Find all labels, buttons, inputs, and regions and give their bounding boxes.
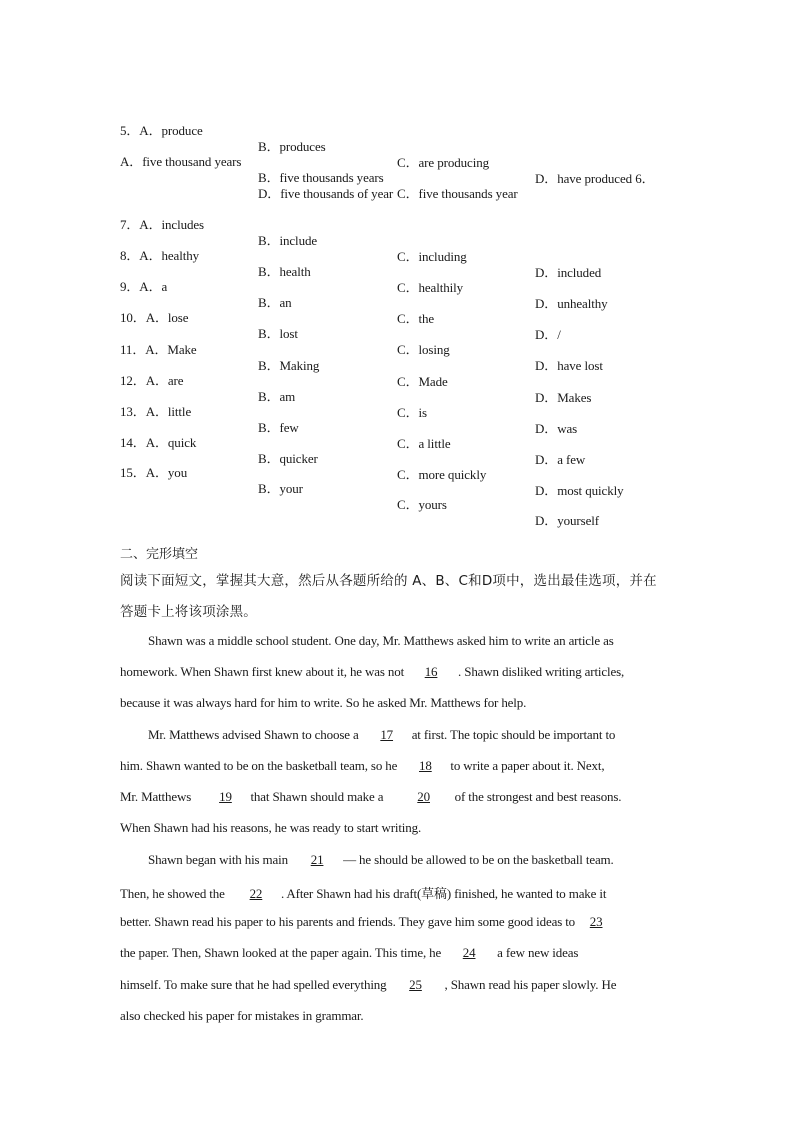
blank-25[interactable]: 25: [409, 977, 422, 992]
blank-19[interactable]: 19: [219, 789, 232, 804]
blank-16[interactable]: 16: [424, 664, 438, 679]
option-c: C．a little: [397, 436, 451, 451]
option-d: D．a few: [535, 452, 586, 467]
passage-line: also checked his paper for mistakes in grammar.: [120, 1008, 364, 1023]
option-6a: A．five thousand years: [120, 154, 242, 169]
passage-line: Shawn began with his main 21 — he should be allowed to be on the basketball team.: [148, 852, 614, 867]
section-instruction: 阅读下面短文，掌握其大意，然后从各题所给的 A、B、C和D项中，选出最佳选项，并在: [120, 573, 657, 589]
passage-line: Then, he showed the 22 . After Shawn had his draft(草稿) finished, he wanted to make it: [120, 886, 607, 901]
passage-line: him. Shawn wanted to be on the basketball team, so he 18 to write a paper about it. Next,: [120, 758, 605, 773]
blank-22[interactable]: 22: [249, 886, 263, 901]
blank-17[interactable]: 17: [380, 727, 394, 742]
passage-line: When Shawn had his reasons, he was ready to start writing.: [120, 820, 422, 835]
option-d: D．have lost: [535, 358, 603, 373]
option-d: D．most quickly: [535, 483, 624, 498]
option-a: 13．A．little: [120, 404, 192, 419]
option-b: B．Making: [258, 358, 320, 373]
option-a: 10．A．lose: [120, 310, 189, 325]
option-b: B．include: [258, 233, 318, 248]
option-5d: D．have produced 6．: [535, 171, 655, 186]
section-heading: 二、完形填空: [120, 547, 199, 562]
blank-20[interactable]: 20: [417, 789, 430, 804]
option-5a: 5．A．produce: [120, 123, 203, 138]
blank-21[interactable]: 21: [310, 852, 324, 867]
blank-18[interactable]: 18: [419, 758, 432, 773]
option-b: B．am: [258, 389, 296, 404]
passage-line: Mr. Matthews 19 that Shawn should make a 20 of the strongest and best reasons.: [120, 789, 622, 804]
option-6c: C．five thousands year: [397, 186, 518, 201]
option-c: C．healthily: [397, 280, 464, 295]
option-c: C．including: [397, 249, 467, 264]
option-a: 12．A．are: [120, 373, 184, 388]
option-c: C．more quickly: [397, 467, 487, 482]
passage-line: better. Shawn read his paper to his parents and friends. They gave him some good ideas to 23: [120, 914, 672, 930]
option-c: C．losing: [397, 342, 450, 357]
option-b: B．your: [258, 481, 303, 496]
option-6d: D．five thousands of year: [258, 186, 394, 201]
option-d: D．unhealthy: [535, 296, 608, 311]
option-c: C．the: [397, 311, 435, 326]
section-instruction-cont: 答题卡上将该项涂黑。: [120, 604, 257, 620]
option-c: C．yours: [397, 497, 447, 512]
option-a: 8．A．healthy: [120, 248, 200, 263]
option-5c: C．are producing: [397, 155, 490, 170]
option-a: 7．A．includes: [120, 217, 205, 232]
option-b: B．health: [258, 264, 311, 279]
blank-24[interactable]: 24: [462, 945, 476, 960]
option-d: D．included: [535, 265, 602, 280]
passage-line: the paper. Then, Shawn looked at the paper again. This time, he 24 a few new ideas: [120, 945, 579, 960]
option-b: B．few: [258, 420, 299, 435]
option-b: B．quicker: [258, 451, 318, 466]
option-d: D．/: [535, 327, 561, 342]
option-a: 11．A．Make: [120, 342, 197, 357]
option-d: D．Makes: [535, 390, 592, 405]
option-d: D．yourself: [535, 513, 599, 528]
option-a: 14．A．quick: [120, 435, 197, 450]
option-c: C．Made: [397, 374, 448, 389]
option-5b: B．produces: [258, 139, 326, 154]
option-b: B．an: [258, 295, 292, 310]
passage-line: homework. When Shawn first knew about it, he was not 16 . Shawn disliked writing articles,: [120, 664, 625, 679]
option-6b: B．five thousands years: [258, 170, 384, 185]
option-a: 9．A．a: [120, 279, 168, 294]
passage-line: because it was always hard for him to write. So he asked Mr. Matthews for help.: [120, 695, 527, 710]
blank-23[interactable]: 23: [589, 914, 603, 929]
passage-line: Shawn was a middle school student. One day, Mr. Matthews asked him to write an article as: [148, 633, 614, 648]
option-d: D．was: [535, 421, 578, 436]
passage-line: Mr. Matthews advised Shawn to choose a 17 at first. The topic should be important to: [148, 727, 616, 742]
option-a: 15．A．you: [120, 465, 188, 480]
option-b: B．lost: [258, 326, 298, 341]
passage-line: himself. To make sure that he had spelled everything 25 , Shawn read his paper slowly. He: [120, 977, 617, 992]
option-c: C．is: [397, 405, 427, 420]
